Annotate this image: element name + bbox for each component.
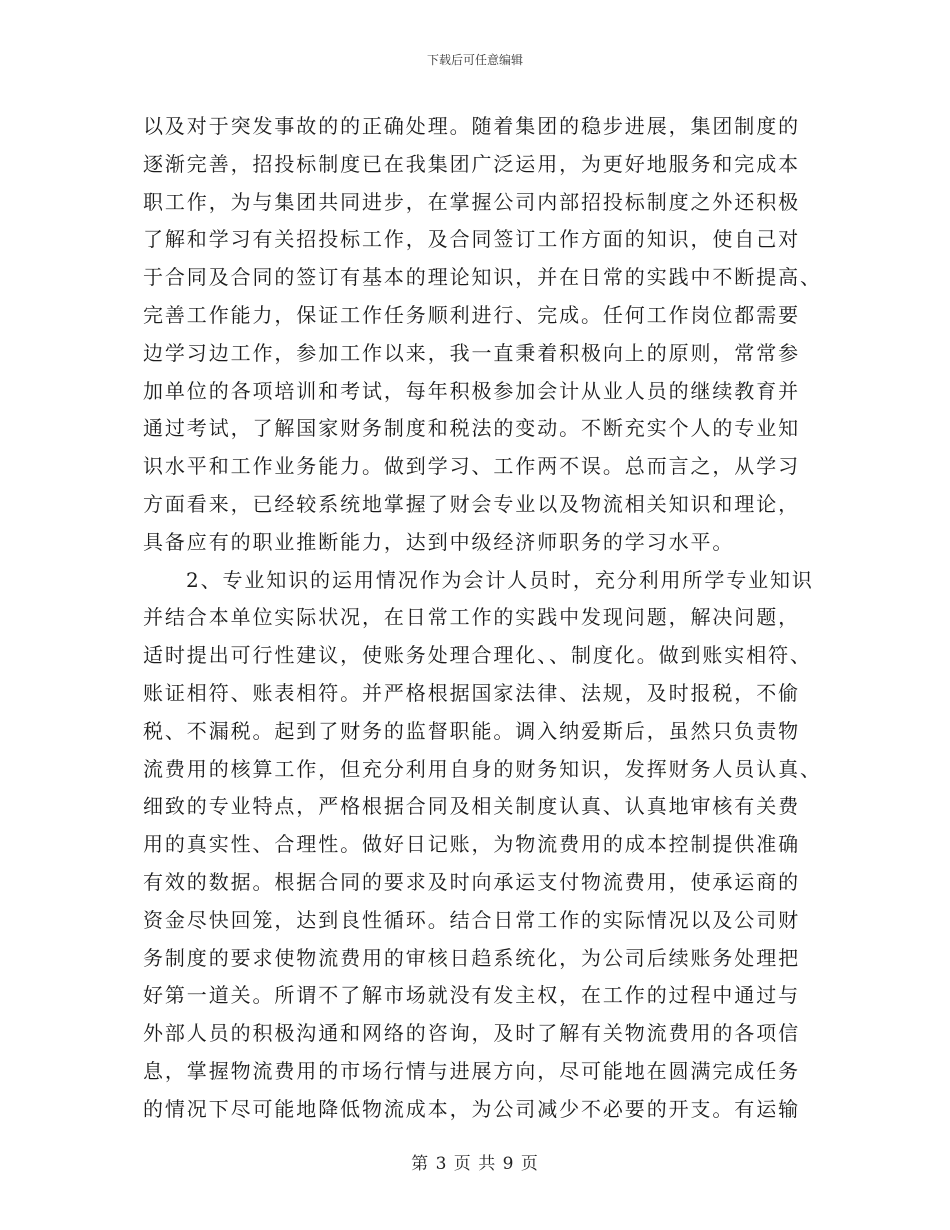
text-line: 有效的数据。根据合同的要求及时向承运支付物流费用，使承运商的 <box>143 869 800 894</box>
text-line: 息，掌握物流费用的市场行情与进展方向，尽可能地在圆满完成任务 <box>143 1058 800 1083</box>
text-line: 流费用的核算工作，但充分利用自身的财务知识，发挥财务人员认真、 <box>143 756 822 781</box>
text-line: 具备应有的职业推断能力，达到中级经济师职务的学习水平。 <box>143 529 735 554</box>
page-header: 下载后可任意编辑 <box>426 53 523 67</box>
page-number: 第 3 页 共 9 页 <box>411 1154 539 1174</box>
text-line: 税、不漏税。起到了财务的监督职能。调入纳爱斯后，虽然只负责物 <box>143 718 800 743</box>
text-line: 的情况下尽可能地降低物流成本，为公司减少不必要的开支。有运输 <box>143 1096 800 1121</box>
text-line: 于合同及合同的签订有基本的理论知识，并在日常的实践中不断提高、 <box>143 265 822 290</box>
text-line: 并结合本单位实际状况，在日常工作的实践中发现问题，解决问题， <box>143 605 800 630</box>
text-line: 适时提出可行性建议，使账务处理合理化、、制度化。做到账实相符、 <box>143 643 812 668</box>
text-line: 完善工作能力，保证工作任务顺利进行、完成。任何工作岗位都需要 <box>143 302 800 327</box>
text-line: 资金尽快回笼，达到良性循环。结合日常工作的实际情况以及公司财 <box>143 907 800 932</box>
text-line: 通过考试，了解国家财务制度和税法的变动。不断充实个人的专业知 <box>143 416 800 441</box>
document-body <box>143 108 822 1129</box>
text-line: 方面看来，已经较系统地掌握了财会专业以及物流相关知识和理论， <box>143 491 800 516</box>
paragraph-start-line: 2、专业知识的运用情况作为会计人员时，充分利用所学专业知识 <box>186 567 814 592</box>
text-line: 加单位的各项培训和考试，每年积极参加会计从业人员的继续教育并 <box>143 378 800 403</box>
text-line: 账证相符、账表相符。并严格根据国家法律、法规，及时报税，不偷 <box>143 680 800 705</box>
text-line: 务制度的要求使物流费用的审核日趋系统化，为公司后续账务处理把 <box>143 945 800 970</box>
text-line: 用的真实性、合理性。做好日记账，为物流费用的成本控制提供准确 <box>143 832 800 857</box>
text-line: 识水平和工作业务能力。做到学习、工作两不误。总而言之，从学习 <box>143 454 800 479</box>
text-line: 以及对于突发事故的的正确处理。随着集团的稳步进展，集团制度的 <box>143 114 800 138</box>
text-line: 好第一道关。所谓不了解市场就没有发主权，在工作的过程中通过与 <box>143 983 800 1008</box>
text-line: 细致的专业特点，严格根据合同及相关制度认真、认真地审核有关费 <box>143 794 800 819</box>
text-line: 了解和学习有关招投标工作，及合同签订工作方面的知识，使自己对 <box>143 227 800 252</box>
text-line: 外部人员的积极沟通和网络的咨询，及时了解有关物流费用的各项信 <box>143 1021 800 1046</box>
text-line: 边学习边工作，参加工作以来，我一直秉着积极向上的原则，常常参 <box>143 340 800 365</box>
text-line: 职工作，为与集团共同进步，在掌握公司内部招投标制度之外还积极 <box>143 189 800 214</box>
text-line: 逐渐完善，招投标制度已在我集团广泛运用，为更好地服务和完成本 <box>143 151 800 176</box>
